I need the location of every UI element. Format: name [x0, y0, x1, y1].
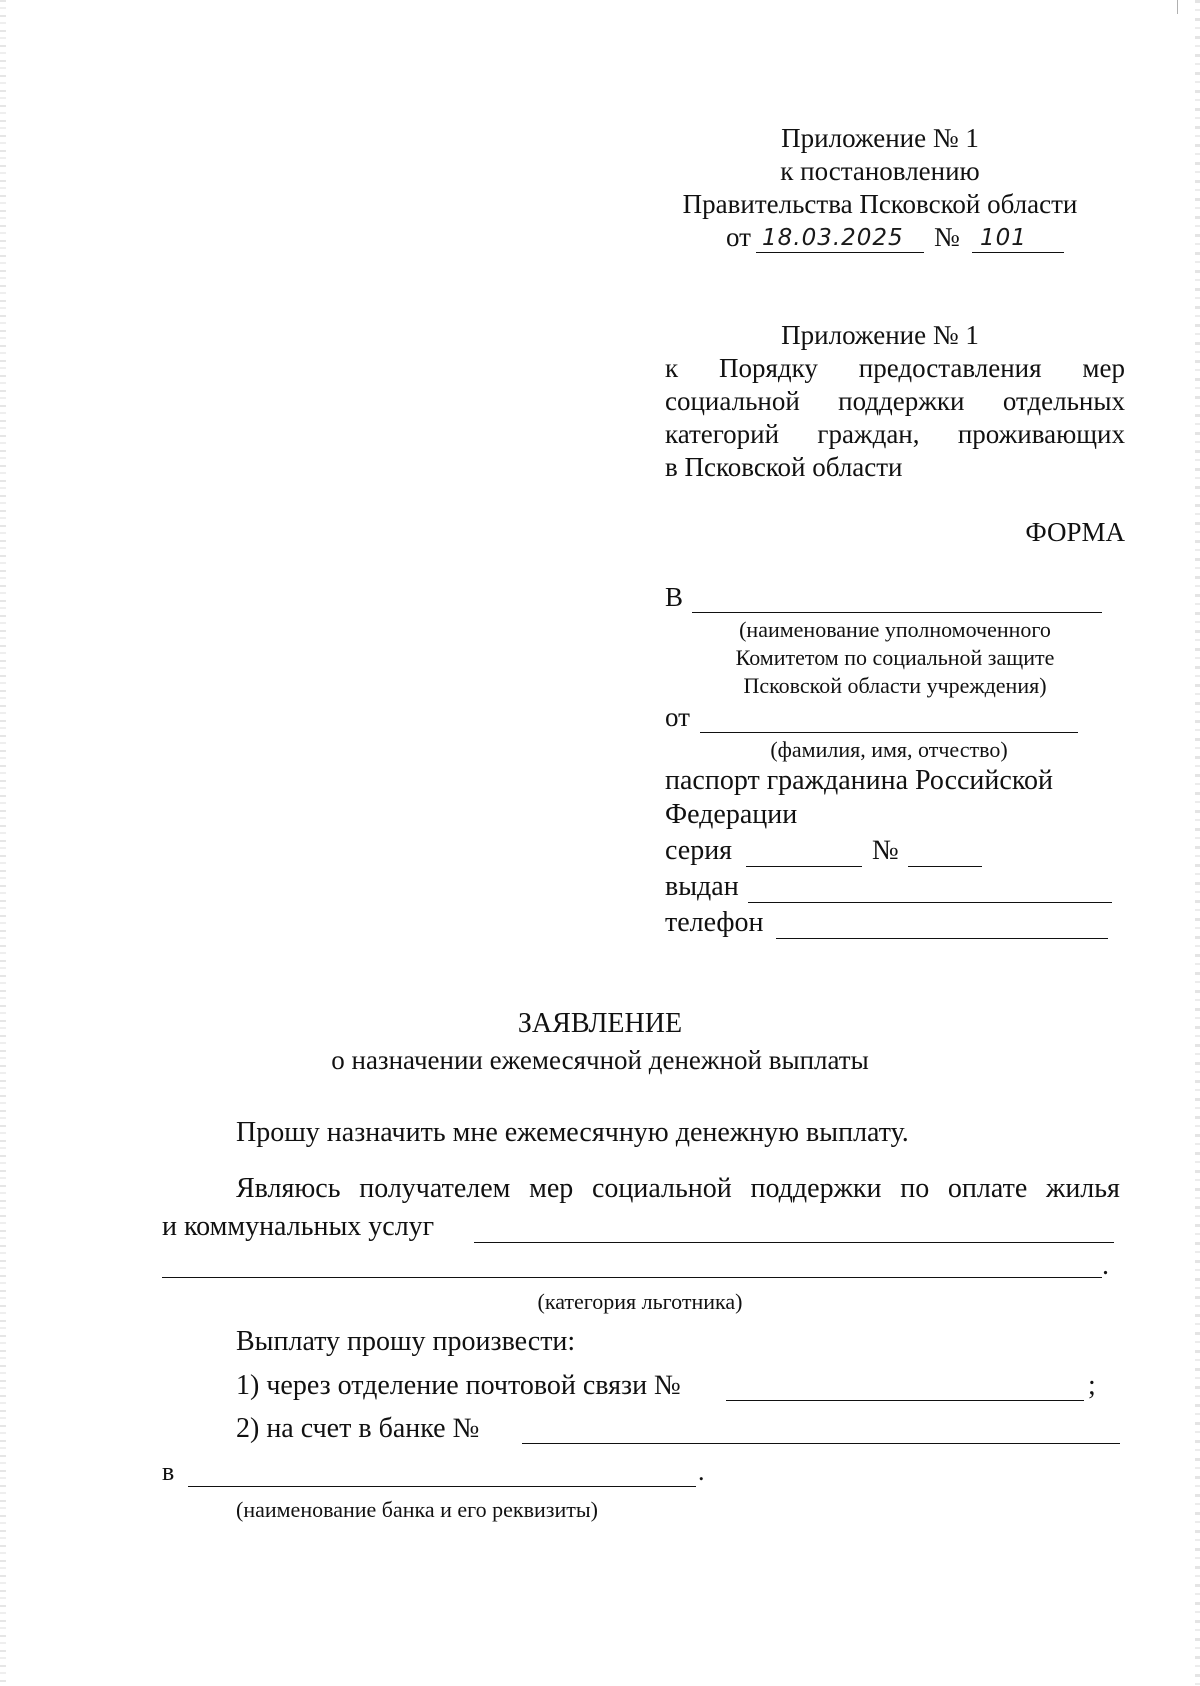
order-word: поддержки — [838, 386, 965, 416]
statement-subtitle: о назначении ежемесячной денежной выплаты — [331, 1045, 869, 1075]
addressee-to-caption-2: Комитетом по социальной защите — [735, 645, 1055, 670]
scan-edge-right — [1195, 0, 1200, 1686]
passport-line2: Федерации — [665, 799, 798, 830]
order-word: социальной — [665, 386, 800, 416]
issued-label: выдан — [665, 871, 739, 902]
statement-word: по — [900, 1173, 930, 1204]
statement-word: поддержки — [750, 1173, 882, 1204]
series-label: серия — [665, 835, 733, 866]
category-caption: (категория льготника) — [537, 1289, 743, 1314]
statement-para2-row1 — [236, 1173, 1120, 1205]
header-appendix-line1: Приложение № 1 — [781, 123, 979, 153]
benefit-line-2[interactable] — [162, 1277, 1102, 1278]
statement-word: Являюсь — [236, 1173, 341, 1204]
series-line[interactable] — [746, 866, 862, 867]
passport-number-line[interactable] — [908, 866, 982, 867]
passport-line1: паспорт гражданина Российской — [665, 765, 1053, 796]
order-word: отдельных — [1002, 386, 1125, 416]
payment-intro: Выплату прошу произвести: — [236, 1326, 576, 1357]
scan-corner-mark — [1177, 0, 1192, 14]
header-appendix-line3: Правительства Псковской области — [682, 189, 1078, 219]
bank-end: . — [698, 1457, 705, 1486]
order-appendix-title: Приложение № 1 — [781, 320, 979, 350]
header-number-line — [972, 252, 1064, 253]
phone-label: телефон — [665, 907, 764, 938]
statement-para2-row2: и коммунальных услуг — [162, 1211, 435, 1242]
addressee-to-line[interactable] — [692, 612, 1102, 613]
bank-prefix: в — [162, 1457, 175, 1486]
statement-word: получателем — [359, 1173, 511, 1204]
payment-option-2: 2) на счет в банке № — [236, 1413, 480, 1444]
order-appendix-row4: в Псковской области — [665, 452, 903, 482]
statement-word: жилья — [1045, 1173, 1120, 1204]
header-appendix-line2: к постановлению — [780, 156, 980, 186]
bank-name-line[interactable] — [188, 1486, 696, 1487]
passport-number-label: № — [872, 835, 899, 866]
header-date-handwritten: 18.03.2025 — [762, 225, 904, 251]
post-office-number-line[interactable] — [726, 1400, 1084, 1401]
order-word: мер — [1082, 353, 1125, 383]
header-number-label: № — [934, 222, 960, 252]
benefit-line-1[interactable] — [474, 1242, 1114, 1243]
addressee-to-label: В — [665, 582, 684, 612]
addressee-from-caption: (фамилия, имя, отчество) — [770, 737, 1008, 762]
order-appendix-row3 — [665, 418, 1125, 450]
order-word: граждан, — [817, 419, 920, 449]
statement-word: оплате — [947, 1173, 1028, 1204]
order-word: предоставления — [858, 353, 1042, 383]
addressee-to-caption-3: Псковской области учреждения) — [743, 673, 1047, 698]
statement-title: ЗАЯВЛЕНИЕ — [517, 1008, 683, 1039]
statement-word: социальной — [591, 1173, 732, 1204]
phone-line[interactable] — [776, 938, 1108, 939]
issued-line[interactable] — [748, 902, 1112, 903]
scan-edge-left — [0, 0, 6, 1686]
addressee-from-line[interactable] — [700, 732, 1078, 733]
order-word: Порядку — [719, 353, 818, 383]
header-number-handwritten: 101 — [980, 225, 1027, 251]
form-label: ФОРМА — [1025, 517, 1125, 547]
order-appendix-row2 — [665, 385, 1125, 417]
bank-caption: (наименование банка и его реквизиты) — [236, 1497, 598, 1522]
benefit-period: . — [1102, 1250, 1109, 1281]
order-word: проживающих — [957, 419, 1125, 449]
header-date-label: от — [726, 222, 751, 252]
order-word: к — [665, 353, 679, 383]
order-appendix-row1 — [665, 352, 1125, 384]
addressee-from-label: от — [665, 702, 690, 732]
bank-account-line[interactable] — [522, 1443, 1120, 1444]
order-word: категорий — [665, 419, 780, 449]
header-date-line — [756, 252, 924, 253]
addressee-to-caption-1: (наименование уполномоченного — [739, 617, 1051, 642]
statement-word: мер — [529, 1173, 574, 1204]
payment-option-1-end: ; — [1088, 1370, 1096, 1401]
statement-para1: Прошу назначить мне ежемесячную денежную выплату. — [236, 1117, 909, 1148]
payment-option-1: 1) через отделение почтовой связи № — [236, 1370, 681, 1401]
